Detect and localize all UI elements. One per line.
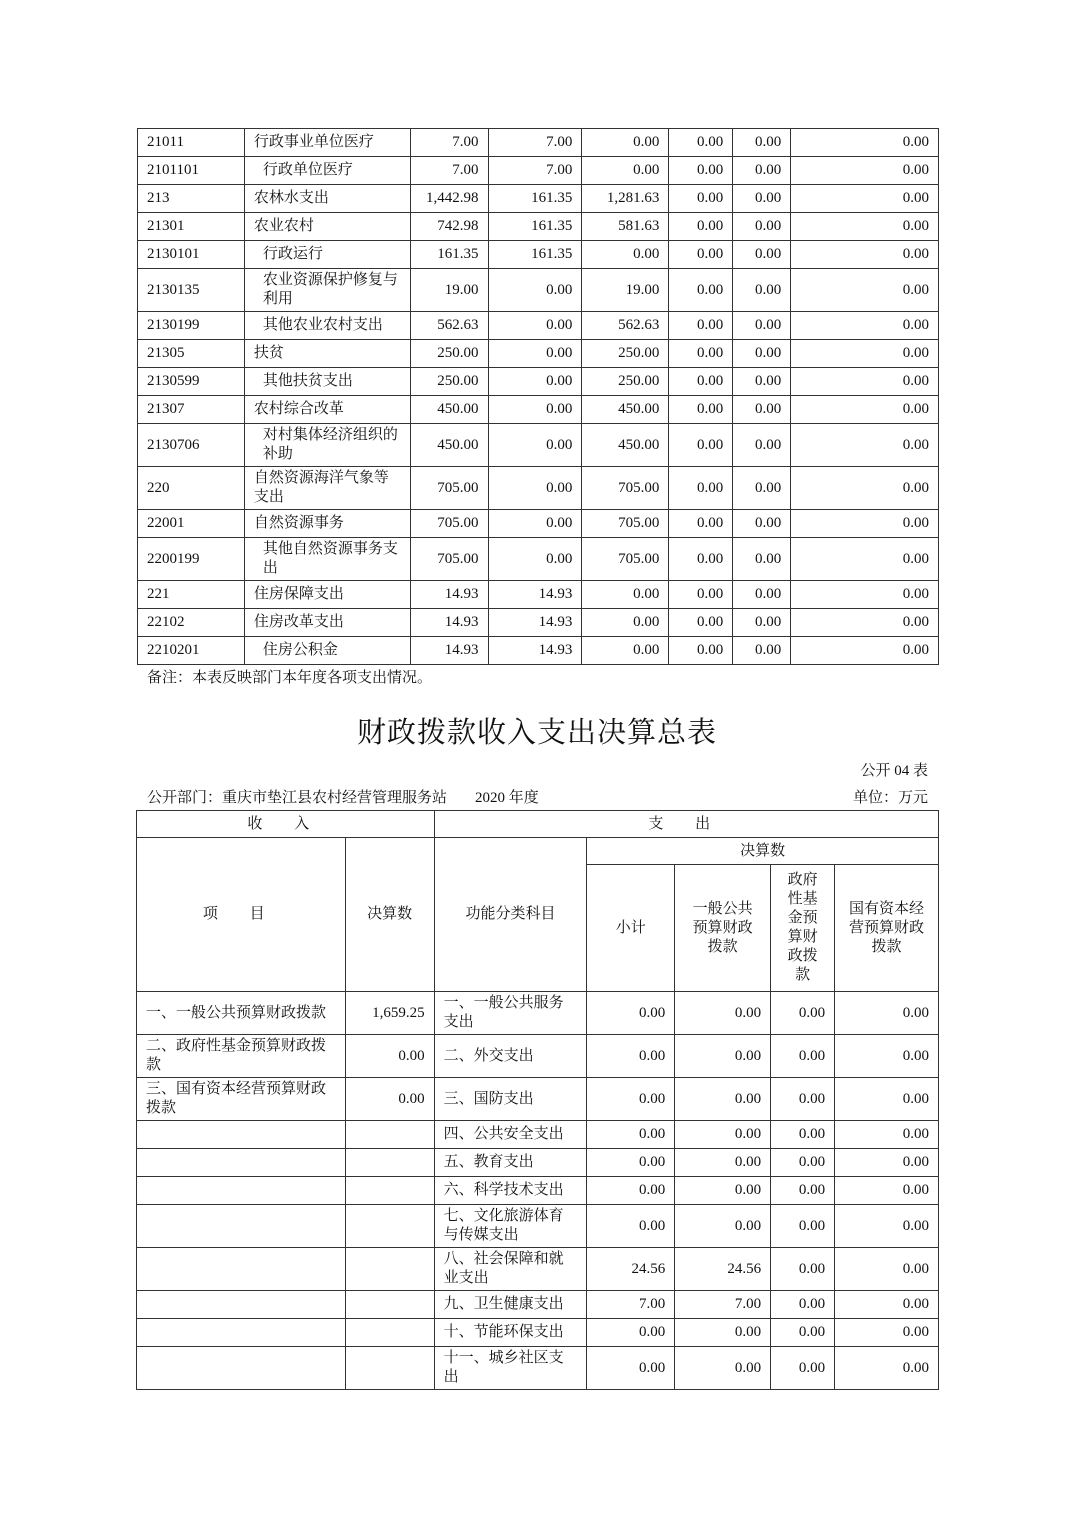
subject-code: 2130706 — [138, 424, 245, 467]
subtotal-value: 0.00 — [587, 1121, 675, 1149]
subtotal-value: 0.00 — [587, 992, 675, 1035]
value-col5: 0.00 — [733, 396, 791, 424]
subject-code: 2130599 — [138, 368, 245, 396]
income-amount — [345, 1121, 434, 1149]
basic-value: 14.93 — [488, 581, 582, 609]
basic-value: 0.00 — [488, 538, 582, 581]
total-value: 161.35 — [410, 241, 488, 269]
value-col5: 0.00 — [733, 157, 791, 185]
fund-budget-value: 0.00 — [771, 1177, 835, 1205]
table-number: 公开 04 表 — [860, 763, 928, 779]
table-row — [138, 424, 939, 467]
basic-value: 7.00 — [488, 129, 582, 157]
subject-name: 住房改革支出 — [244, 609, 410, 637]
value-col6: 0.00 — [791, 185, 939, 213]
subject-name: 扶贫 — [244, 340, 410, 368]
value-col5: 0.00 — [733, 581, 791, 609]
fund-budget-value: 0.00 — [771, 1035, 835, 1078]
subtotal-value: 0.00 — [587, 1177, 675, 1205]
total-value: 250.00 — [410, 368, 488, 396]
total-value: 14.93 — [410, 637, 488, 665]
basic-value: 0.00 — [488, 269, 582, 312]
value-col5: 0.00 — [733, 185, 791, 213]
department-info — [147, 786, 539, 807]
total-value: 705.00 — [410, 510, 488, 538]
income-item: 一、一般公共预算财政拨款 — [137, 992, 346, 1035]
project-value: 705.00 — [582, 538, 669, 581]
table-row — [138, 467, 939, 510]
subject-name: 农林水支出 — [244, 185, 410, 213]
project-value: 0.00 — [582, 637, 669, 665]
value-col6: 0.00 — [791, 581, 939, 609]
table-row — [137, 1177, 939, 1205]
general-budget-header: 一般公共预算财政拨款 — [675, 865, 771, 992]
state-capital-header: 国有资本经营预算财政拨款 — [835, 865, 939, 992]
value-col5: 0.00 — [733, 510, 791, 538]
project-value: 0.00 — [582, 241, 669, 269]
value-col6: 0.00 — [791, 312, 939, 340]
function-subject: 四、公共安全支出 — [434, 1121, 587, 1149]
income-item — [137, 1177, 346, 1205]
basic-value: 0.00 — [488, 467, 582, 510]
total-value: 450.00 — [410, 424, 488, 467]
table-row — [138, 157, 939, 185]
fund-budget-value: 0.00 — [771, 1248, 835, 1291]
summary-table — [136, 810, 939, 1390]
subject-code: 213 — [138, 185, 245, 213]
subject-name: 其他扶贫支出 — [244, 368, 410, 396]
function-subject: 十、节能环保支出 — [434, 1319, 587, 1347]
table-row — [137, 1035, 939, 1078]
function-subject: 二、外交支出 — [434, 1035, 587, 1078]
value-col6: 0.00 — [791, 510, 939, 538]
value-col6: 0.00 — [791, 637, 939, 665]
value-col4: 0.00 — [669, 396, 733, 424]
project-value: 0.00 — [582, 581, 669, 609]
subtotal-value: 0.00 — [587, 1319, 675, 1347]
fund-budget-value: 0.00 — [771, 1319, 835, 1347]
subject-code: 2210201 — [138, 637, 245, 665]
value-col5: 0.00 — [733, 340, 791, 368]
table-row — [138, 241, 939, 269]
subtotal-value: 0.00 — [587, 1035, 675, 1078]
table-row — [138, 269, 939, 312]
total-value: 705.00 — [410, 538, 488, 581]
function-subject: 九、卫生健康支出 — [434, 1291, 587, 1319]
total-value: 7.00 — [410, 157, 488, 185]
fund-budget-header: 政府性基金预算财政拨款 — [771, 865, 835, 992]
subject-name: 住房公积金 — [244, 637, 410, 665]
income-amount — [345, 1248, 434, 1291]
subject-code: 21307 — [138, 396, 245, 424]
value-col4: 0.00 — [669, 269, 733, 312]
basic-value: 161.35 — [488, 241, 582, 269]
fund-budget-value: 0.00 — [771, 1078, 835, 1121]
total-value: 14.93 — [410, 581, 488, 609]
basic-value: 0.00 — [488, 396, 582, 424]
table-row — [137, 1347, 939, 1390]
subtotal-value: 0.00 — [587, 1347, 675, 1390]
value-col6: 0.00 — [791, 213, 939, 241]
general-budget-value: 0.00 — [675, 1121, 771, 1149]
subject-name: 行政单位医疗 — [244, 157, 410, 185]
function-subject: 三、国防支出 — [434, 1078, 587, 1121]
subject-name: 行政事业单位医疗 — [244, 129, 410, 157]
subject-code: 2101101 — [138, 157, 245, 185]
state-capital-value: 0.00 — [835, 1035, 939, 1078]
value-col6: 0.00 — [791, 129, 939, 157]
state-capital-value: 0.00 — [835, 1121, 939, 1149]
income-amount — [345, 1291, 434, 1319]
table-row — [138, 213, 939, 241]
page-title: 财政拨款收入支出决算总表 — [356, 717, 717, 749]
value-col5: 0.00 — [733, 609, 791, 637]
income-amount: 0.00 — [345, 1078, 434, 1121]
income-amount — [345, 1319, 434, 1347]
subject-code: 21305 — [138, 340, 245, 368]
subject-code: 221 — [138, 581, 245, 609]
expense-header: 支 出 — [434, 811, 938, 838]
subject-code: 21301 — [138, 213, 245, 241]
value-col5: 0.00 — [733, 637, 791, 665]
function-header: 功能分类科目 — [434, 838, 587, 992]
fund-budget-value: 0.00 — [771, 1347, 835, 1390]
final-header: 决算数 — [587, 838, 939, 865]
income-item — [137, 1248, 346, 1291]
subject-code: 2130199 — [138, 312, 245, 340]
subject-name: 其他自然资源事务支出 — [244, 538, 410, 581]
total-value: 450.00 — [410, 396, 488, 424]
total-value: 250.00 — [410, 340, 488, 368]
subject-code: 22102 — [138, 609, 245, 637]
state-capital-value: 0.00 — [835, 1149, 939, 1177]
function-subject: 一、一般公共服务支出 — [434, 992, 587, 1035]
subject-name: 行政运行 — [244, 241, 410, 269]
total-value: 705.00 — [410, 467, 488, 510]
subject-code: 21011 — [138, 129, 245, 157]
amount-header: 决算数 — [345, 838, 434, 992]
unit-label: 单位：万元 — [852, 790, 928, 806]
subject-code: 220 — [138, 467, 245, 510]
basic-value: 0.00 — [488, 312, 582, 340]
fund-budget-value: 0.00 — [771, 992, 835, 1035]
subject-code: 22001 — [138, 510, 245, 538]
total-value: 562.63 — [410, 312, 488, 340]
subject-name: 自然资源事务 — [244, 510, 410, 538]
table-row — [138, 510, 939, 538]
total-value: 14.93 — [410, 609, 488, 637]
value-col6: 0.00 — [791, 424, 939, 467]
basic-value: 161.35 — [488, 213, 582, 241]
subject-code: 2130101 — [138, 241, 245, 269]
value-col6: 0.00 — [791, 157, 939, 185]
table-row — [138, 368, 939, 396]
income-item — [137, 1319, 346, 1347]
state-capital-value: 0.00 — [835, 1319, 939, 1347]
table-row — [137, 1121, 939, 1149]
table-row — [137, 1078, 939, 1121]
function-subject: 八、社会保障和就业支出 — [434, 1248, 587, 1291]
income-amount — [345, 1149, 434, 1177]
project-value: 19.00 — [582, 269, 669, 312]
income-amount — [345, 1347, 434, 1390]
income-amount: 1,659.25 — [345, 992, 434, 1035]
table-row — [137, 1205, 939, 1248]
state-capital-value: 0.00 — [835, 1248, 939, 1291]
subject-name: 农业资源保护修复与利用 — [244, 269, 410, 312]
item-header: 项 目 — [137, 838, 346, 992]
value-col5: 0.00 — [733, 368, 791, 396]
table-row — [138, 609, 939, 637]
value-col6: 0.00 — [791, 538, 939, 581]
project-value: 0.00 — [582, 609, 669, 637]
value-col4: 0.00 — [669, 637, 733, 665]
income-amount: 0.00 — [345, 1035, 434, 1078]
general-budget-value: 24.56 — [675, 1248, 771, 1291]
basic-value: 0.00 — [488, 368, 582, 396]
value-col6: 0.00 — [791, 609, 939, 637]
basic-value: 14.93 — [488, 637, 582, 665]
table-row — [137, 1149, 939, 1177]
value-col5: 0.00 — [733, 312, 791, 340]
value-col5: 0.00 — [733, 467, 791, 510]
general-budget-value: 7.00 — [675, 1291, 771, 1319]
fund-budget-value: 0.00 — [771, 1205, 835, 1248]
subject-name: 住房保障支出 — [244, 581, 410, 609]
value-col5: 0.00 — [733, 538, 791, 581]
state-capital-value: 0.00 — [835, 992, 939, 1035]
total-value: 1,442.98 — [410, 185, 488, 213]
total-value: 742.98 — [410, 213, 488, 241]
value-col4: 0.00 — [669, 368, 733, 396]
value-col4: 0.00 — [669, 213, 733, 241]
income-item: 三、国有资本经营预算财政拨款 — [137, 1078, 346, 1121]
project-value: 581.63 — [582, 213, 669, 241]
income-amount — [345, 1205, 434, 1248]
subtotal-value: 0.00 — [587, 1205, 675, 1248]
fund-budget-value: 0.00 — [771, 1291, 835, 1319]
subtotal-value: 0.00 — [587, 1078, 675, 1121]
value-col6: 0.00 — [791, 368, 939, 396]
table-row — [138, 538, 939, 581]
basic-value: 0.00 — [488, 424, 582, 467]
project-value: 562.63 — [582, 312, 669, 340]
state-capital-value: 0.00 — [835, 1205, 939, 1248]
subject-name: 其他农业农村支出 — [244, 312, 410, 340]
general-budget-value: 0.00 — [675, 1205, 771, 1248]
general-budget-value: 0.00 — [675, 1078, 771, 1121]
income-header: 收 入 — [137, 811, 435, 838]
subject-name: 对村集体经济组织的补助 — [244, 424, 410, 467]
value-col6: 0.00 — [791, 269, 939, 312]
project-value: 250.00 — [582, 368, 669, 396]
subject-code: 2130135 — [138, 269, 245, 312]
table-row — [138, 129, 939, 157]
value-col4: 0.00 — [669, 609, 733, 637]
table-row — [138, 396, 939, 424]
project-value: 0.00 — [582, 157, 669, 185]
table-row — [138, 185, 939, 213]
value-col6: 0.00 — [791, 396, 939, 424]
income-item: 二、政府性基金预算财政拨款 — [137, 1035, 346, 1078]
basic-value: 7.00 — [488, 157, 582, 185]
subject-name: 农业农村 — [244, 213, 410, 241]
fiscal-year: 2020 年度 — [475, 790, 539, 806]
basic-value: 14.93 — [488, 609, 582, 637]
value-col4: 0.00 — [669, 510, 733, 538]
income-item — [137, 1121, 346, 1149]
fund-budget-value: 0.00 — [771, 1149, 835, 1177]
value-col4: 0.00 — [669, 538, 733, 581]
expense-detail-table — [137, 128, 939, 665]
income-item — [137, 1205, 346, 1248]
project-value: 1,281.63 — [582, 185, 669, 213]
table-row — [137, 1248, 939, 1291]
department-name: 公开部门：重庆市垫江县农村经营管理服务站 — [147, 790, 448, 806]
total-value: 19.00 — [410, 269, 488, 312]
project-value: 450.00 — [582, 396, 669, 424]
value-col4: 0.00 — [669, 157, 733, 185]
basic-value: 0.00 — [488, 510, 582, 538]
project-value: 0.00 — [582, 129, 669, 157]
value-col5: 0.00 — [733, 424, 791, 467]
state-capital-value: 0.00 — [835, 1078, 939, 1121]
value-col5: 0.00 — [733, 269, 791, 312]
general-budget-value: 0.00 — [675, 1177, 771, 1205]
project-value: 250.00 — [582, 340, 669, 368]
value-col4: 0.00 — [669, 185, 733, 213]
table-row — [137, 1319, 939, 1347]
function-subject: 十一、城乡社区支出 — [434, 1347, 587, 1390]
value-col5: 0.00 — [733, 213, 791, 241]
table-note: 备注：本表反映部门本年度各项支出情况。 — [147, 670, 433, 686]
basic-value: 0.00 — [488, 340, 582, 368]
subtotal-value: 24.56 — [587, 1248, 675, 1291]
state-capital-value: 0.00 — [835, 1177, 939, 1205]
value-col4: 0.00 — [669, 581, 733, 609]
state-capital-value: 0.00 — [835, 1347, 939, 1390]
function-subject: 六、科学技术支出 — [434, 1177, 587, 1205]
income-item — [137, 1347, 346, 1390]
value-col6: 0.00 — [791, 241, 939, 269]
table-row — [138, 581, 939, 609]
state-capital-value: 0.00 — [835, 1291, 939, 1319]
general-budget-value: 0.00 — [675, 1347, 771, 1390]
value-col5: 0.00 — [733, 129, 791, 157]
general-budget-value: 0.00 — [675, 1319, 771, 1347]
function-subject: 七、文化旅游体育与传媒支出 — [434, 1205, 587, 1248]
subtotal-header: 小计 — [587, 865, 675, 992]
value-col4: 0.00 — [669, 467, 733, 510]
project-value: 450.00 — [582, 424, 669, 467]
function-subject: 五、教育支出 — [434, 1149, 587, 1177]
income-amount — [345, 1177, 434, 1205]
table-row — [138, 340, 939, 368]
table-row — [138, 637, 939, 665]
subtotal-value: 7.00 — [587, 1291, 675, 1319]
general-budget-value: 0.00 — [675, 1035, 771, 1078]
total-value: 7.00 — [410, 129, 488, 157]
basic-value: 161.35 — [488, 185, 582, 213]
table-row — [138, 312, 939, 340]
value-col5: 0.00 — [733, 241, 791, 269]
subject-code: 2200199 — [138, 538, 245, 581]
general-budget-value: 0.00 — [675, 992, 771, 1035]
fund-budget-value: 0.00 — [771, 1121, 835, 1149]
value-col6: 0.00 — [791, 467, 939, 510]
income-item — [137, 1291, 346, 1319]
value-col6: 0.00 — [791, 340, 939, 368]
value-col4: 0.00 — [669, 340, 733, 368]
subject-name: 农村综合改革 — [244, 396, 410, 424]
value-col4: 0.00 — [669, 424, 733, 467]
table-row — [137, 992, 939, 1035]
value-col4: 0.00 — [669, 312, 733, 340]
value-col4: 0.00 — [669, 129, 733, 157]
subject-name: 自然资源海洋气象等支出 — [244, 467, 410, 510]
project-value: 705.00 — [582, 467, 669, 510]
table-row — [137, 1291, 939, 1319]
value-col4: 0.00 — [669, 241, 733, 269]
general-budget-value: 0.00 — [675, 1149, 771, 1177]
income-item — [137, 1149, 346, 1177]
subtotal-value: 0.00 — [587, 1149, 675, 1177]
project-value: 705.00 — [582, 510, 669, 538]
